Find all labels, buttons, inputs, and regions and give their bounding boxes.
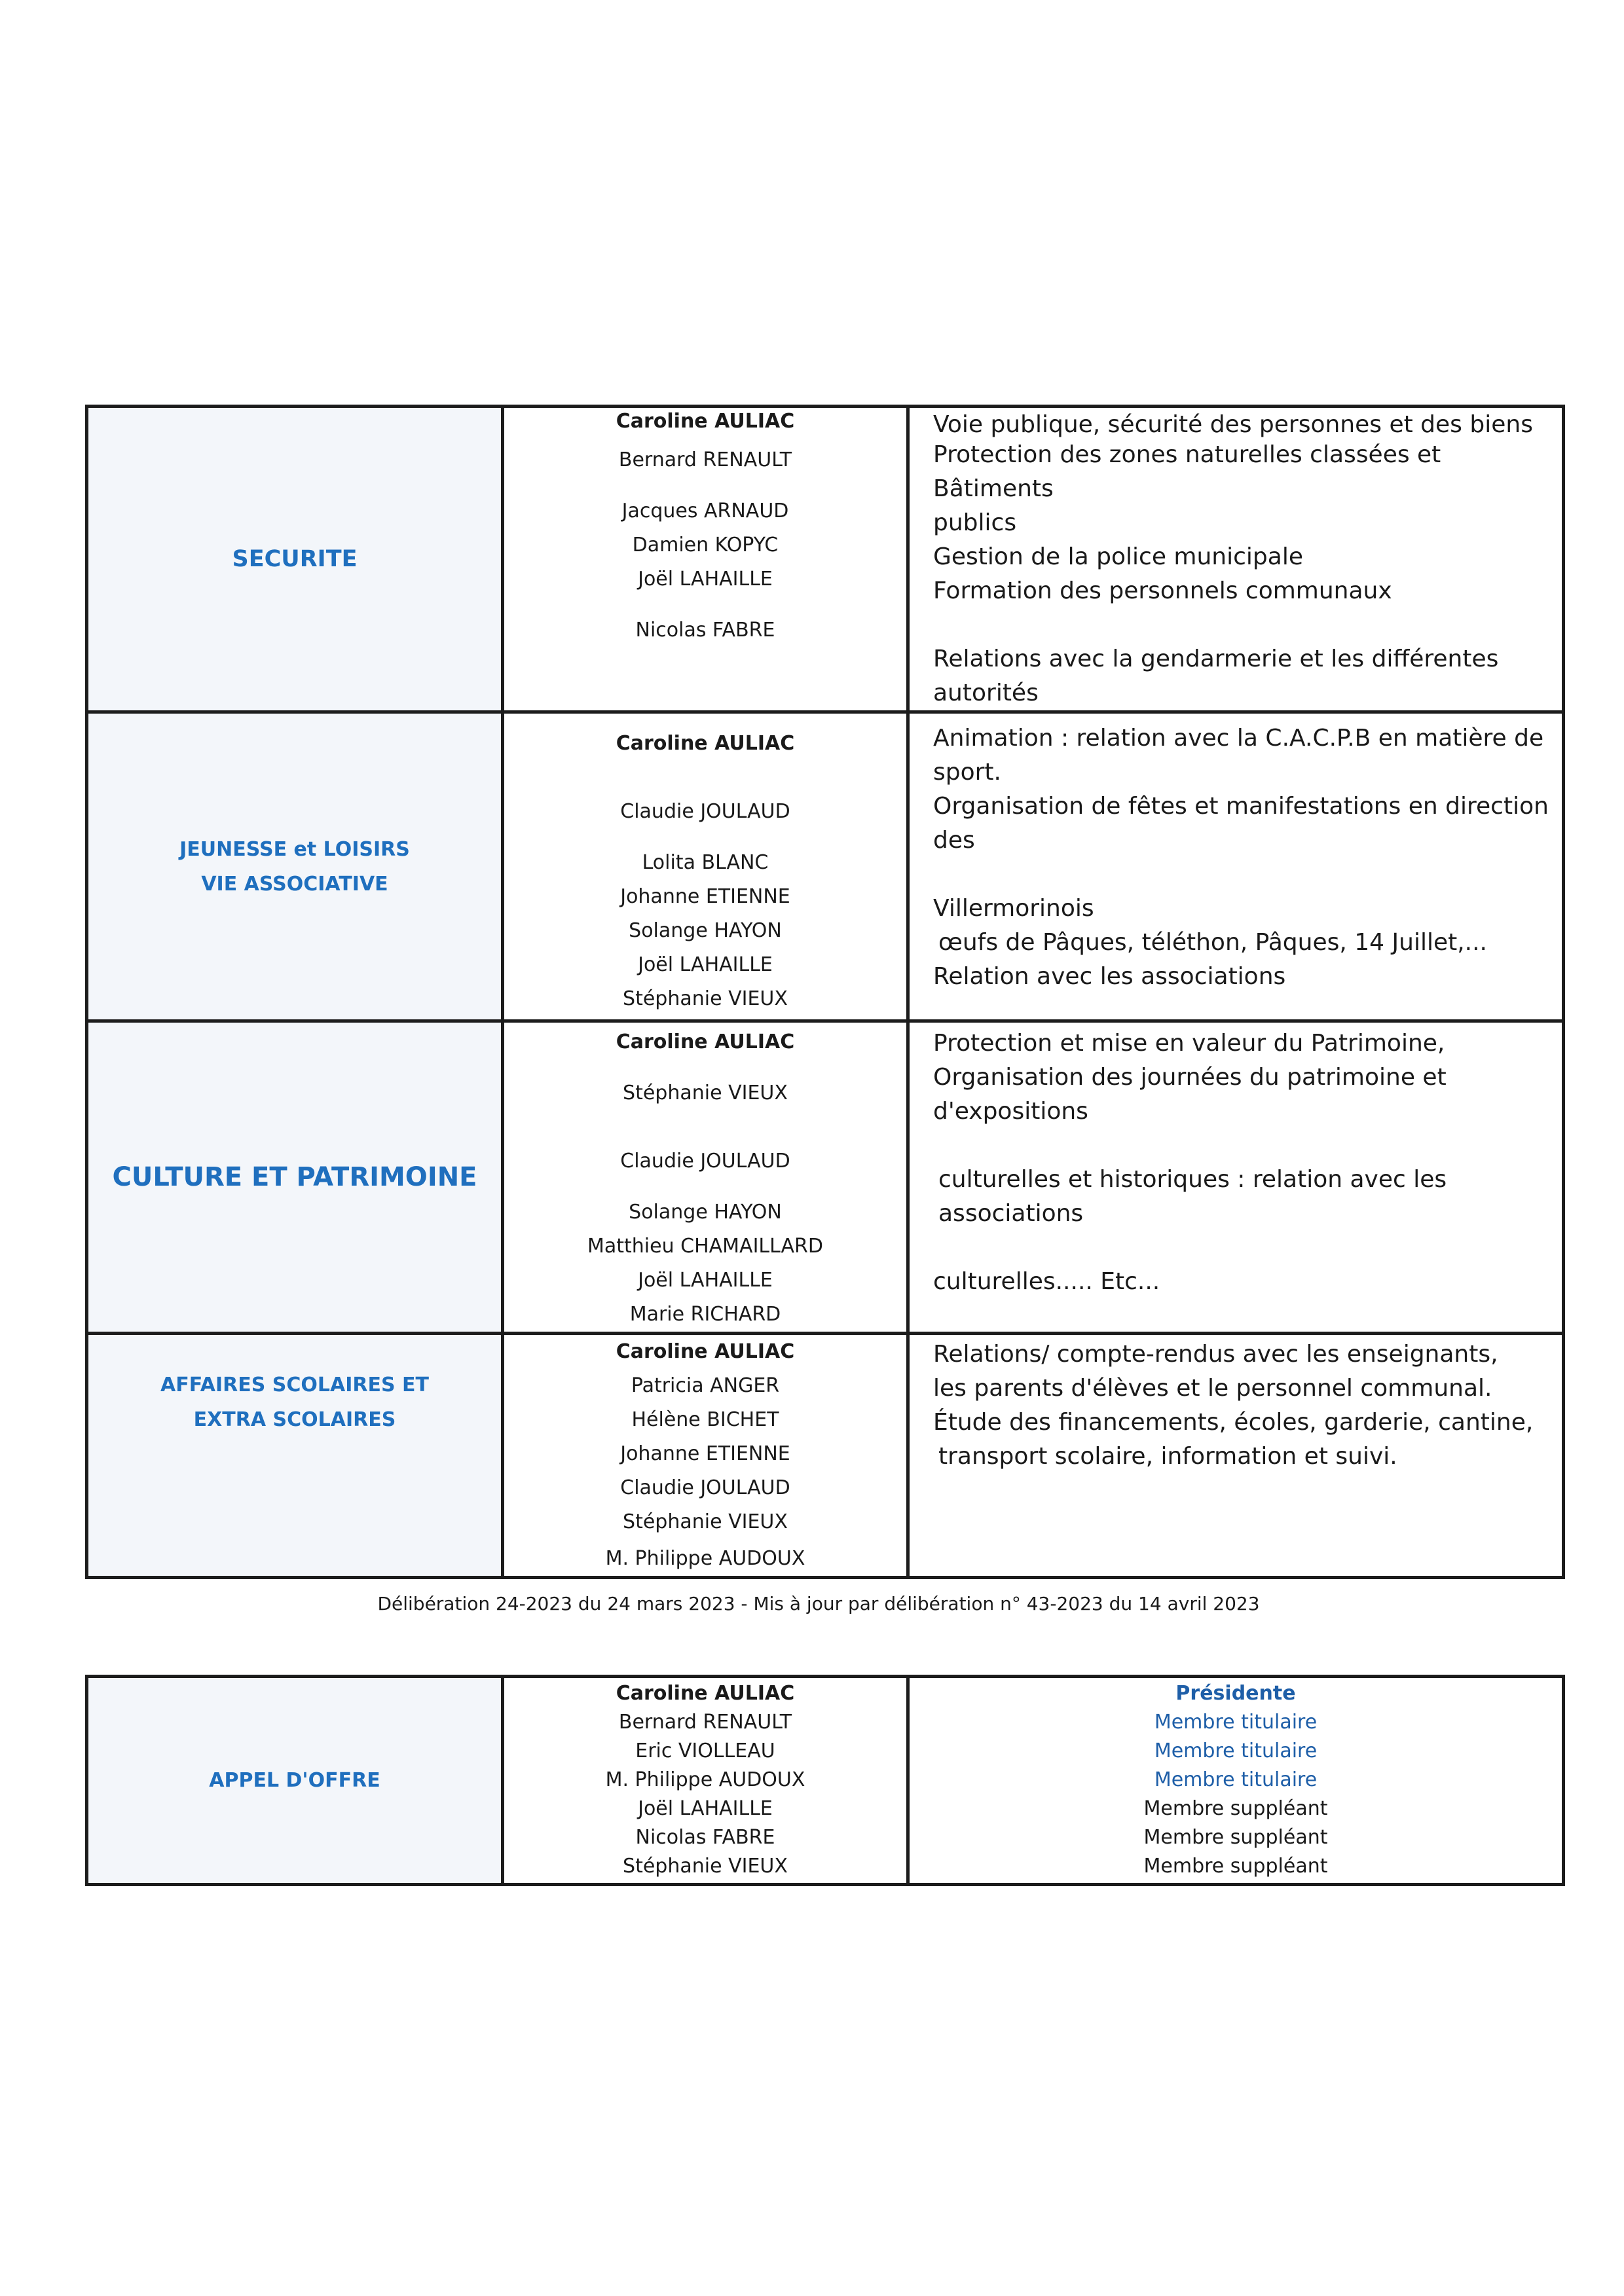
duty-line: publics <box>933 509 1017 536</box>
table-row <box>87 407 1564 712</box>
member-name: Claudie JOULAUD <box>620 1150 790 1173</box>
duty-line: culturelles..... Etc... <box>933 1268 1160 1295</box>
duty-line: Étude des financements, écoles, garderie, cantine, <box>933 1409 1534 1436</box>
duty-line: Protection et mise en valeur du Patrimoine, <box>933 1030 1445 1057</box>
member-name: Joël LAHAILLE <box>638 568 773 591</box>
member-name: Stéphanie VIEUX <box>623 987 788 1010</box>
members-cell <box>503 1334 908 1578</box>
member-name: Claudie JOULAUD <box>620 800 790 823</box>
duty-line: Relations avec la gendarmerie et les différentes autorités <box>933 646 1499 706</box>
commission-name-cell <box>87 1021 503 1334</box>
commission-name: VIE ASSOCIATIVE <box>201 872 388 896</box>
duty-line: Animation : relation avec la C.A.C.P.B en matière de <box>933 725 1544 752</box>
members-cell <box>503 712 908 1021</box>
role-label: Membre suppléant <box>1143 1826 1328 1849</box>
member-name: Matthieu CHAMAILLARD <box>587 1235 823 1258</box>
role-label: Membre titulaire <box>1154 1711 1318 1734</box>
duty-line: sport. <box>933 759 1001 786</box>
member-name: Solange HAYON <box>629 919 782 942</box>
deliberation-note: Délibération 24-2023 du 24 mars 2023 - Mis à jour par délibération n° 43-2023 du 14 avril 2023 <box>377 1593 1260 1614</box>
member-name: Joël LAHAILLE <box>638 1269 773 1292</box>
duty-line: Organisation des journées du patrimoine et d'expositions <box>933 1064 1447 1125</box>
duties-cell <box>908 712 1564 1021</box>
members-cell <box>503 407 908 712</box>
duty-line: Protection des zones naturelles classées et Bâtiments <box>933 441 1441 502</box>
member-name: Stéphanie VIEUX <box>623 1082 788 1104</box>
member-name: Joël LAHAILLE <box>638 1797 773 1820</box>
member-name: Lolita BLANC <box>642 851 769 874</box>
role-label: Membre suppléant <box>1143 1855 1328 1878</box>
member-name: Solange HAYON <box>629 1201 782 1224</box>
table-row <box>87 1334 1564 1578</box>
member-name: Claudie JOULAUD <box>620 1476 790 1499</box>
table-row <box>87 1021 1564 1334</box>
member-name: Eric VIOLLEAU <box>635 1740 775 1762</box>
duty-line: Organisation de fêtes et manifestations en direction des <box>933 793 1549 854</box>
commission-name: CULTURE ET PATRIMOINE <box>112 1161 477 1192</box>
member-name: Caroline AULIAC <box>616 1030 795 1053</box>
duty-line: Formation des personnels communaux <box>933 577 1392 604</box>
roles-cell <box>908 1677 1564 1885</box>
commission-name-cell <box>87 1334 503 1578</box>
role-label: Membre titulaire <box>1154 1768 1318 1791</box>
member-name: Nicolas FABRE <box>635 1826 775 1849</box>
commission-name-cell <box>87 1677 503 1885</box>
member-name: Joël LAHAILLE <box>638 953 773 976</box>
member-name: Caroline AULIAC <box>616 410 795 433</box>
member-name: Hélène BICHET <box>631 1408 779 1431</box>
duty-line: œufs de Pâques, téléthon, Pâques, 14 Juillet,... <box>938 929 1487 956</box>
duty-line: Relation avec les associations <box>933 963 1286 990</box>
table-row <box>87 712 1564 1021</box>
commission-name-cell <box>87 407 503 712</box>
duty-line: culturelles et historiques : relation avec les associations <box>938 1166 1447 1227</box>
commission-name: AFFAIRES SCOLAIRES ET <box>160 1374 429 1396</box>
duty-line: Relations/ compte-rendus avec les enseignants, <box>933 1341 1498 1368</box>
table-row <box>87 1677 1564 1885</box>
duty-line: les parents d'élèves et le personnel communal. <box>933 1375 1492 1402</box>
commission-name: SECURITE <box>232 545 358 572</box>
member-name: Patricia ANGER <box>631 1374 780 1397</box>
member-name: Caroline AULIAC <box>616 1340 795 1363</box>
member-name: Damien KOPYC <box>632 534 779 556</box>
commission-name: EXTRA SCOLAIRES <box>193 1408 396 1431</box>
member-name: Caroline AULIAC <box>616 732 795 755</box>
member-name: M. Philippe AUDOUX <box>605 1768 805 1791</box>
member-name: Johanne ETIENNE <box>620 885 790 908</box>
role-label: Membre titulaire <box>1154 1740 1318 1762</box>
member-name: Stéphanie VIEUX <box>623 1510 788 1533</box>
commissions-table <box>85 405 1565 1579</box>
member-name: Bernard RENAULT <box>618 1711 792 1734</box>
appel-offre-table <box>85 1675 1565 1886</box>
duty-line: Gestion de la police municipale <box>933 543 1303 570</box>
duties-cell <box>908 407 1564 712</box>
role-label: Membre suppléant <box>1143 1797 1328 1820</box>
member-name: Nicolas FABRE <box>635 619 775 642</box>
member-name: M. Philippe AUDOUX <box>605 1547 805 1570</box>
duty-line: Voie publique, sécurité des personnes et des biens <box>933 411 1533 438</box>
duties-cell <box>908 1334 1564 1578</box>
member-name: Stéphanie VIEUX <box>623 1855 788 1878</box>
member-name: Bernard RENAULT <box>618 448 792 471</box>
commission-name: APPEL D'OFFRE <box>209 1769 380 1792</box>
member-name: Marie RICHARD <box>629 1303 781 1326</box>
member-name: Caroline AULIAC <box>616 1682 795 1705</box>
role-label: Présidente <box>1175 1682 1296 1705</box>
members-cell <box>503 1021 908 1334</box>
member-name: Johanne ETIENNE <box>620 1442 790 1465</box>
member-name: Jacques ARNAUD <box>621 500 789 522</box>
commission-name-cell <box>87 712 503 1021</box>
duty-line: Villermorinois <box>933 895 1094 922</box>
members-cell <box>503 1677 908 1885</box>
duty-line: transport scolaire, information et suivi. <box>938 1443 1397 1470</box>
duties-cell <box>908 1021 1564 1334</box>
commission-name: JEUNESSE et LOISIRS <box>179 837 410 861</box>
